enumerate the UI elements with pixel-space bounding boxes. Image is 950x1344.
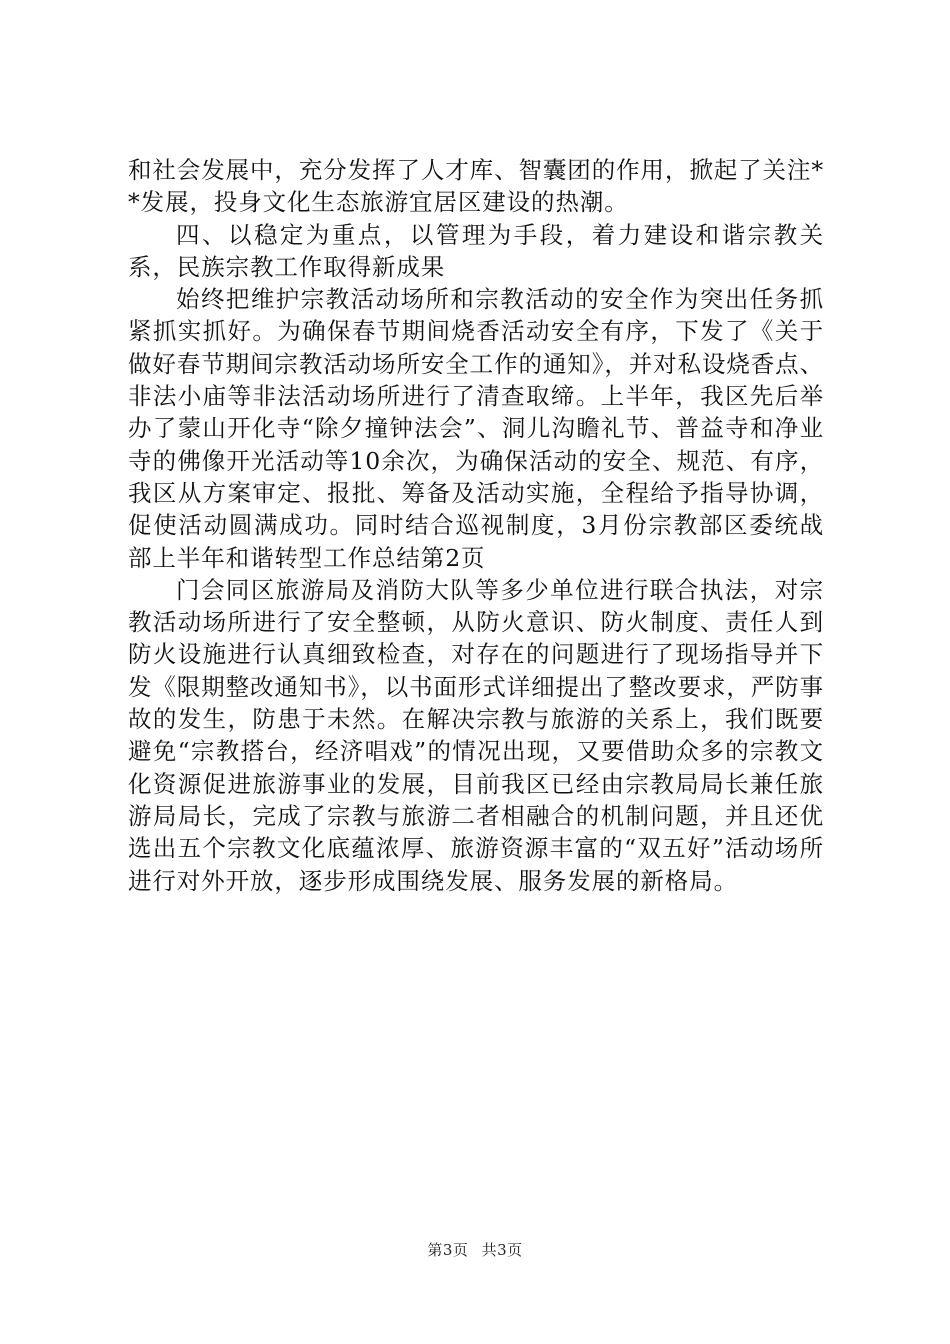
page-number: 第3页 [427, 1241, 469, 1259]
document-body [128, 154, 824, 897]
paragraph-1: 和社会发展中，充分发挥了人才库、智囊团的作用，掀起了关注**发展，投身文化生态旅游宜居区建设的热潮。 [128, 156, 824, 217]
page-total: 共3页 [481, 1241, 523, 1259]
paragraph-2-section-heading: 四、以稳定为重点，以管理为手段，着力建设和谐宗教关系，民族宗教工作取得新成果 [128, 220, 824, 281]
paragraph-4: 门会同区旅游局及消防大队等多少单位进行联合执法，对宗教活动场所进行了安全整顿，从防火意识、防火制度、责任人到防火设施进行认真细致检查，对存在的问题进行了现场指导并下发《限期整改通知书》，以书面形式详细提出了整改要求，严防事故的发生，防患于未然。在解决宗教与旅游的关系上，我们既要避免“宗教搭台，经济唱戏”的情况出现，又要借助众多的宗教文化资源促进旅游事业的发展，目前我区已经由宗教局局长兼任旅游局局长，完成了宗教与旅游二者相融合的机制问题，并且还优选出五个宗教文化底蕴浓厚、旅游资源丰富的“双五好”活动场所进行对外开放，逐步形成围绕发展、服务发展的新格局。 [128, 575, 824, 895]
paragraph-3: 始终把维护宗教活动场所和宗教活动的安全作为突出任务抓紧抓实抓好。为确保春节期间烧香活动安全有序，下发了《关于做好春节期间宗教活动场所安全工作的通知》，并对私设烧香点、非法小庙等非法活动场所进行了清查取缔。上半年，我区先后举办了蒙山开化寺“除夕撞钟法会”、洞儿沟瞻礼节、普益寺和净业寺的佛像开光活动等10余次，为确保活动的安全、规范、有序，我区从方案审定、报批、筹备及活动实施，全程给予指导协调，促使活动圆满成功。同时结合巡视制度，3月份宗教部区委统战部上半年和谐转型工作总结第2页 [128, 285, 824, 572]
page-footer [0, 1240, 950, 1260]
